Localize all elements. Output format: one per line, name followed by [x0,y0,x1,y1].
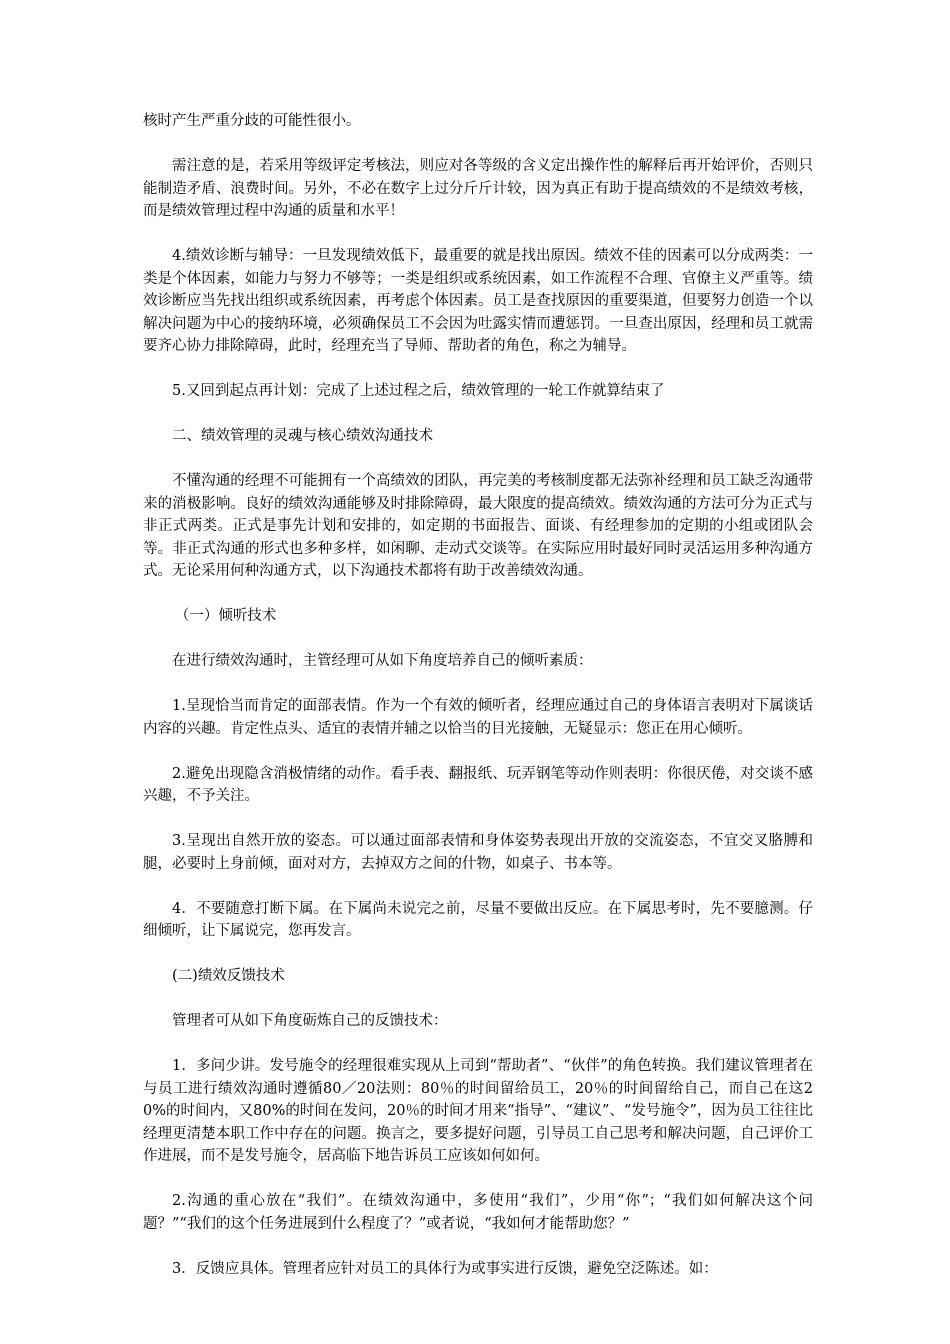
section-heading-two: 二、绩效管理的灵魂与核心绩效沟通技术 [172,428,433,444]
paragraph-feedback-intro: 管理者可从如下角度砺炼自己的反馈技术： [172,1013,448,1029]
list-item-feedback-1: 1．多问少讲。发号施令的经理很难实现从上司到“帮助者”、“伙伴”的角色转换。我们建议管理者在与员工进行绩效沟通时遵循80／20法则：80％的时间留给员工，20％的时间留给自己，而自己在这20%的时间内，又80%的时间在发问，20％的时间才用来“指导”、“建议”、“发号施令”，因为员工往往比经理更清楚本职工作中存在的问题。换言之，要多提好问题，引导员工自己思考和解决问题，自己评价工作进展，而不是发号施令，居高临下地告诉员工应该如何如何。 [143,1058,813,1164]
paragraph-continuation: 核时产生严重分歧的可能性很小。 [143,113,361,129]
list-item-feedback-2: 2.沟通的重心放在“我们”。在绩效沟通中，多使用“我们”，少用“你”；“我们如何解决这个问题？”“我们的这个任务进展到什么程度了？”或者说，“我如何才能帮助您？” [143,1193,813,1232]
paragraph-replan: 5.又回到起点再计划：完成了上述过程之后，绩效管理的一轮工作就算结束了 [172,383,665,399]
list-item-listen-2: 2.避免出现隐含消极情绪的动作。看手表、翻报纸、玩弄钢笔等动作则表明：你很厌倦，对交谈不感兴趣，不予关注。 [143,765,813,804]
document-page [143,110,813,1303]
subheading-feedback: (二)绩效反馈技术 [172,968,285,984]
list-item-listen-1: 1.呈现恰当而肯定的面部表情。作为一个有效的倾听者，经理应通过自己的身体语言表明对下属谈话内容的兴趣。肯定性点头、适宜的表情并辅之以恰当的目光接触，无疑显示：您正在用心倾听。 [143,698,813,737]
list-item-feedback-3: 3．反馈应具体。管理者应针对员工的具体行为或事实进行反馈，避免空泛陈述。如： [172,1260,718,1277]
subheading-listening: （一）倾听技术 [174,608,277,624]
paragraph-diagnosis: 4.绩效诊断与辅导：一旦发现绩效低下，最重要的就是找出原因。绩效不佳的因素可以分成两类：一类是个体因素，如能力与努力不够等；一类是组织或系统因素，如工作流程不合理、官僚主义严重等。绩效诊断应当先找出组织或系统因素，再考虑个体因素。员工是查找原因的重要渠道，但要努力创造一个以解决问题为中心的接纳环境，必须确保员工不会因为吐露实情而遭惩罚。一旦查出原因，经理和员工就需要齐心协力排除障碍，此时，经理充当了导师、帮助者的角色，称之为辅导。 [143,248,813,354]
paragraph-communication: 不懂沟通的经理不可能拥有一个高绩效的团队，再完美的考核制度都无法弥补经理和员工缺乏沟通带来的消极影响。良好的绩效沟通能够及时排除障碍，最大限度的提高绩效。绩效沟通的方法可分为正式与非正式两类。正式是事先计划和安排的，如定期的书面报告、面谈、有经理参加的定期的小组或团队会等。非正式沟通的形式也多种多样，如闲聊、走动式交谈等。在实际应用时最好同时灵活运用多种沟通方式。无论采用何种沟通方式，以下沟通技术都将有助于改善绩效沟通。 [143,473,813,579]
paragraph-grading-note: 需注意的是，若采用等级评定考核法，则应对各等级的含义定出操作性的解释后再开始评价，否则只能制造矛盾、浪费时间。另外，不必在数字上过分斤斤计较，因为真正有助于提高绩效的不是绩效考核，而是绩效管理过程中沟通的质量和水平！ [143,158,813,219]
paragraph-listening-intro: 在进行绩效沟通时，主管经理可从如下角度培养自己的倾听素质： [172,653,593,669]
list-item-listen-4: 4．不要随意打断下属。在下属尚未说完之前，尽量不要做出反应。在下属思考时，先不要臆测。仔细倾听，让下属说完，您再发言。 [143,900,813,939]
list-item-listen-3: 3.呈现出自然开放的姿态。可以通过面部表情和身体姿势表现出开放的交流姿态，不宜交叉胳膊和腿，必要时上身前倾，面对对方，去掉双方之间的什物，如桌子、书本等。 [143,833,813,872]
